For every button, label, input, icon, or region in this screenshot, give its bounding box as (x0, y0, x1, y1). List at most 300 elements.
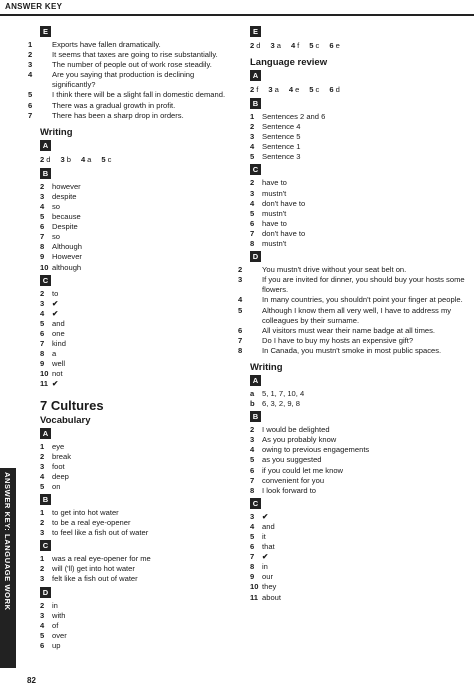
item-text: Sentence 5 (262, 132, 301, 142)
answer-list (250, 389, 465, 409)
list-item (40, 242, 230, 252)
item-number: 5 (250, 152, 255, 162)
item-text: Sentence 1 (262, 142, 301, 152)
section-box-c: C (250, 164, 261, 175)
item-number: 2 (40, 181, 45, 191)
item-number: 8 (40, 349, 45, 359)
list-item (250, 435, 465, 445)
answer-pairs (250, 40, 465, 51)
item-text: over (52, 630, 67, 640)
item-number: b (250, 399, 255, 409)
item-number: 10 (40, 262, 49, 272)
item-number: 4 (40, 471, 45, 481)
answer-list (28, 40, 230, 121)
list-item (40, 263, 230, 273)
item-number: 7 (40, 232, 45, 242)
list-item (40, 339, 230, 349)
item-number: 9 (40, 359, 45, 369)
item-text: ✔ (52, 298, 59, 308)
item-text: I look forward to (262, 485, 317, 495)
list-item (250, 562, 465, 572)
item-number: 1 (40, 508, 45, 517)
list-item (250, 219, 465, 229)
item-text: convenient for you (262, 475, 325, 485)
answer-list (40, 508, 230, 538)
answer-list (250, 112, 465, 162)
item-number: 2 (238, 265, 243, 275)
section-box-a: A (250, 70, 261, 81)
item-text: a (52, 349, 57, 359)
item-text: However (52, 252, 82, 262)
item-number: 6 (40, 222, 45, 232)
section-box-e: E (250, 26, 261, 37)
list-item (40, 329, 230, 339)
item-number: 8 (250, 562, 255, 572)
pair-number: 6 (329, 85, 334, 94)
answer-list (238, 265, 465, 356)
item-text: to (52, 288, 59, 298)
list-item (40, 472, 230, 482)
item-number: 5 (40, 318, 45, 328)
item-number: 4 (40, 620, 45, 630)
item-number: 4 (250, 445, 255, 455)
item-text: Sentences 2 and 6 (262, 112, 326, 121)
item-text: well (52, 359, 66, 369)
list-item (238, 275, 465, 295)
list-item (40, 631, 230, 641)
section-box-e: E (40, 26, 51, 37)
list-item (238, 305, 465, 326)
item-text: on (52, 481, 61, 491)
item-text: Sentence 3 (262, 152, 301, 162)
pair-item (40, 154, 50, 165)
item-text: don't have to (262, 198, 306, 208)
item-text: to get into hot water (52, 508, 119, 517)
pair-item (291, 40, 299, 51)
pair-letter: c (315, 85, 320, 94)
list-item (40, 222, 230, 232)
item-number: 3 (250, 435, 255, 445)
item-number: 4 (238, 295, 243, 305)
item-number: 7 (40, 339, 45, 349)
item-number: 4 (250, 521, 255, 531)
pair-item (250, 40, 260, 51)
item-text: Do I have to buy my hosts an expensive gift? (262, 335, 414, 345)
item-number: 3 (40, 461, 45, 471)
item-number: 7 (28, 110, 33, 120)
item-text: deep (52, 471, 69, 481)
answer-pairs (250, 84, 465, 95)
item-number: 11 (40, 379, 49, 389)
list-item (40, 299, 230, 309)
item-number: 6 (250, 542, 255, 552)
list-item (40, 564, 230, 574)
pair-item (309, 40, 319, 51)
item-text: will ('ll) get into hot water (52, 564, 135, 574)
pair-item (309, 84, 319, 95)
list-item (238, 265, 465, 275)
list-item (28, 40, 230, 50)
item-number: 2 (40, 288, 45, 298)
pair-item (60, 154, 70, 165)
item-number: 9 (250, 572, 255, 582)
list-item (250, 552, 465, 562)
item-number: 5 (250, 455, 255, 465)
list-item (40, 611, 230, 621)
item-number: 2 (40, 564, 45, 574)
list-item (40, 518, 230, 528)
item-text: In Canada, you mustn't smoke in most public spaces. (262, 345, 442, 355)
pair-item (101, 154, 111, 165)
item-text: ✔ (52, 379, 59, 389)
list-item (250, 152, 465, 162)
pair-letter: c (315, 41, 320, 50)
pair-letter: b (66, 154, 71, 164)
item-number: 1 (40, 554, 45, 564)
section-box-b: B (40, 168, 51, 179)
list-item (40, 369, 230, 379)
item-number: a (250, 388, 255, 398)
list-item (40, 621, 230, 631)
pair-number: 4 (288, 85, 294, 94)
list-item (250, 199, 465, 209)
header-label: ANSWER KEY (5, 2, 63, 11)
item-number: 5 (40, 212, 45, 222)
item-number: 5 (250, 208, 255, 218)
side-tab-label: ANSWER KEY: LANGUAGE WORK (3, 472, 12, 611)
item-number: 4 (40, 201, 45, 211)
list-item (40, 574, 230, 584)
item-text: The number of people out of work rose steadily. (52, 60, 212, 70)
list-item (250, 142, 465, 152)
list-item (250, 132, 465, 142)
list-item (40, 289, 230, 299)
item-number: 2 (40, 451, 45, 461)
item-number: 3 (250, 132, 255, 142)
list-item (250, 572, 465, 582)
list-item (250, 522, 465, 532)
section-box-c: C (40, 275, 51, 286)
pair-letter: d (335, 85, 340, 94)
item-number: 8 (250, 485, 255, 495)
list-item (40, 319, 230, 329)
pair-letter: a (87, 154, 92, 164)
list-item (238, 325, 465, 336)
item-number: 7 (238, 335, 243, 345)
right-column (238, 24, 465, 603)
item-number: 7 (250, 228, 255, 238)
answer-list (250, 425, 465, 496)
side-tab (0, 468, 16, 668)
pair-letter: f (297, 41, 300, 50)
list-item (250, 122, 465, 132)
item-number: 2 (250, 122, 255, 132)
item-text: 6, 3, 2, 9, 8 (262, 399, 300, 409)
list-item (40, 192, 230, 202)
list-item (250, 476, 465, 486)
item-number: 7 (250, 475, 255, 485)
item-text: despite (52, 191, 77, 201)
item-number: 2 (40, 600, 45, 610)
item-number: 8 (40, 242, 45, 252)
pair-number: 5 (309, 85, 314, 94)
item-text: in (52, 600, 58, 610)
item-number: 6 (250, 218, 255, 228)
list-item (250, 466, 465, 476)
list-item (250, 512, 465, 522)
item-number: 4 (28, 70, 33, 80)
list-item (28, 50, 230, 60)
item-number: 1 (250, 112, 255, 121)
item-text: break (52, 451, 71, 461)
section-box-a: A (40, 428, 51, 439)
item-text: ✔ (262, 511, 269, 521)
answer-list (40, 554, 230, 584)
item-text: 5, 1, 7, 10, 4 (262, 388, 305, 398)
item-text: foot (52, 461, 65, 471)
item-number: 10 (250, 582, 259, 592)
pair-number: 3 (270, 41, 275, 50)
item-text: Despite (52, 222, 78, 232)
unit-title: 7 Cultures (40, 397, 104, 413)
pair-letter: d (46, 154, 51, 164)
section-box-c: C (40, 540, 51, 551)
answer-list (250, 178, 465, 249)
item-text: with (52, 610, 66, 620)
list-item (250, 209, 465, 219)
item-number: 9 (40, 252, 45, 262)
item-number: 8 (238, 345, 243, 355)
pair-number: 2 (250, 41, 255, 50)
item-number: 3 (250, 188, 255, 198)
writing-heading: Writing (250, 361, 283, 373)
item-number: 10 (40, 369, 49, 379)
item-text: however (52, 181, 81, 191)
item-number: 5 (40, 481, 45, 491)
item-text: All visitors must wear their name badge at all times. (262, 325, 436, 335)
list-item (250, 542, 465, 552)
list-item (40, 349, 230, 359)
item-number: 6 (28, 100, 33, 110)
item-text: Although (52, 242, 82, 252)
item-text: owing to previous engagements (262, 445, 370, 455)
item-number: 1 (40, 441, 45, 451)
pair-letter: f (256, 85, 259, 94)
item-text: up (52, 640, 61, 650)
section-box-b: B (250, 98, 261, 109)
item-number: 5 (28, 90, 33, 100)
list-item (40, 309, 230, 319)
item-text: to feel like a fish out of water (52, 528, 149, 538)
item-text: so (52, 201, 61, 211)
answer-list (250, 512, 465, 603)
pair-item (289, 84, 299, 95)
pair-item (81, 154, 91, 165)
list-item (40, 508, 230, 518)
item-number: 3 (40, 528, 45, 538)
item-number: 4 (250, 142, 255, 152)
item-number: 4 (40, 308, 45, 318)
item-text: because (52, 212, 81, 222)
section-box-b: B (40, 494, 51, 505)
pair-item (250, 84, 258, 95)
item-text: felt like a fish out of water (52, 574, 138, 584)
list-item (28, 90, 230, 100)
pair-number: 5 (309, 41, 314, 50)
item-number: 5 (250, 532, 255, 541)
pair-number: 2 (250, 85, 255, 94)
pair-item (329, 40, 339, 51)
item-number: 3 (250, 511, 255, 521)
language-review-heading: Language review (250, 57, 328, 68)
pair-letter: d (256, 41, 261, 50)
item-number: 3 (40, 298, 45, 308)
pair-item (268, 84, 278, 95)
pair-number: 2 (40, 154, 45, 164)
list-item (40, 601, 230, 611)
item-number: 6 (250, 465, 255, 475)
list-item (250, 229, 465, 239)
list-item (250, 593, 465, 603)
answer-list (40, 182, 230, 273)
item-text: they (262, 582, 277, 592)
item-text: have to (262, 178, 287, 188)
item-text: As you probably know (262, 435, 337, 445)
item-text: have to (262, 218, 287, 228)
item-text: Are you saying that production is declining significantly? (52, 70, 195, 90)
item-number: 8 (250, 239, 255, 249)
list-item (238, 345, 465, 356)
item-text: I would be delighted (262, 425, 330, 435)
list-item (40, 528, 230, 538)
item-text: although (52, 262, 82, 272)
answer-list (40, 601, 230, 651)
section-box-a: A (40, 140, 51, 151)
header-rule (0, 14, 474, 16)
pair-item (270, 40, 280, 51)
section-box-d: D (250, 251, 261, 262)
item-text: Sentence 4 (262, 122, 301, 132)
writing-heading: Writing (40, 126, 73, 138)
list-item (40, 182, 230, 192)
page-number: 82 (27, 676, 36, 685)
list-item (28, 70, 230, 90)
list-item (250, 239, 465, 249)
pair-letter: c (107, 154, 112, 164)
item-text: mustn't (262, 208, 287, 218)
item-number: 3 (40, 574, 45, 584)
list-item (250, 445, 465, 455)
pair-number: 4 (290, 41, 296, 50)
list-item (40, 641, 230, 651)
list-item (250, 425, 465, 435)
answer-list (40, 289, 230, 390)
item-text: as you suggested (262, 455, 322, 465)
list-item (40, 359, 230, 369)
list-item (28, 100, 230, 111)
list-item (40, 212, 230, 222)
item-number: 6 (40, 328, 45, 338)
list-item (28, 60, 230, 70)
item-text: mustn't (262, 239, 287, 249)
item-text: one (52, 328, 65, 338)
list-item (250, 389, 465, 399)
item-text: so (52, 232, 61, 242)
item-text: Exports have fallen dramatically. (52, 40, 161, 49)
list-item (250, 112, 465, 122)
item-number: 3 (238, 275, 243, 285)
list-item (250, 178, 465, 188)
item-text: to be a real eye-opener (52, 518, 131, 528)
list-item (238, 335, 465, 346)
item-text: ✔ (262, 552, 269, 562)
list-item (28, 110, 230, 121)
pair-letter: e (295, 85, 300, 94)
item-text: It seems that taxes are going to rise substantially. (52, 50, 218, 60)
item-text: that (262, 542, 275, 552)
item-number: 3 (28, 60, 33, 70)
list-item (40, 442, 230, 452)
section-box-d: D (40, 587, 51, 598)
list-item (250, 399, 465, 409)
item-number: 5 (40, 630, 45, 640)
item-text: In many countries, you shouldn't point your finger at people. (262, 295, 463, 305)
item-number: 6 (238, 325, 243, 335)
item-text: our (262, 572, 273, 582)
list-item (40, 232, 230, 242)
item-text: mustn't (262, 188, 287, 198)
item-number: 6 (40, 640, 45, 650)
item-text: don't have to (262, 228, 306, 238)
list-item (40, 462, 230, 472)
item-text: eye (52, 441, 65, 451)
list-item (40, 554, 230, 564)
item-number: 7 (250, 552, 255, 562)
answer-list (40, 442, 230, 492)
list-item (250, 486, 465, 496)
item-text: and (262, 521, 275, 531)
item-text: kind (52, 339, 66, 349)
list-item (40, 252, 230, 262)
item-number: 2 (250, 425, 255, 435)
list-item (250, 189, 465, 199)
pair-number: 4 (80, 154, 86, 164)
pair-number: 5 (101, 154, 106, 164)
vocabulary-heading: Vocabulary (40, 414, 91, 426)
list-item (40, 482, 230, 492)
item-number: 2 (250, 178, 255, 188)
pair-letter: a (274, 85, 279, 94)
section-box-b: B (250, 411, 261, 422)
item-text: ✔ (52, 308, 59, 318)
item-text: not (52, 369, 63, 379)
item-number: 5 (238, 305, 243, 315)
left-column (28, 24, 230, 651)
item-text: about (262, 592, 282, 602)
item-text: There was a gradual growth in profit. (52, 100, 176, 110)
list-item (40, 202, 230, 212)
item-number: 3 (40, 610, 45, 620)
item-number: 3 (40, 191, 45, 201)
item-text: Although I know them all very well, I have to address my colleagues by their surname. (262, 305, 452, 325)
pair-item (329, 84, 339, 95)
item-text: if you could let me know (262, 465, 344, 475)
list-item (238, 295, 465, 305)
item-text: If you are invited for dinner, you should buy your hosts some flowers. (262, 275, 465, 295)
page-header (0, 0, 474, 17)
item-number: 11 (250, 592, 259, 602)
item-number: 2 (40, 518, 45, 528)
